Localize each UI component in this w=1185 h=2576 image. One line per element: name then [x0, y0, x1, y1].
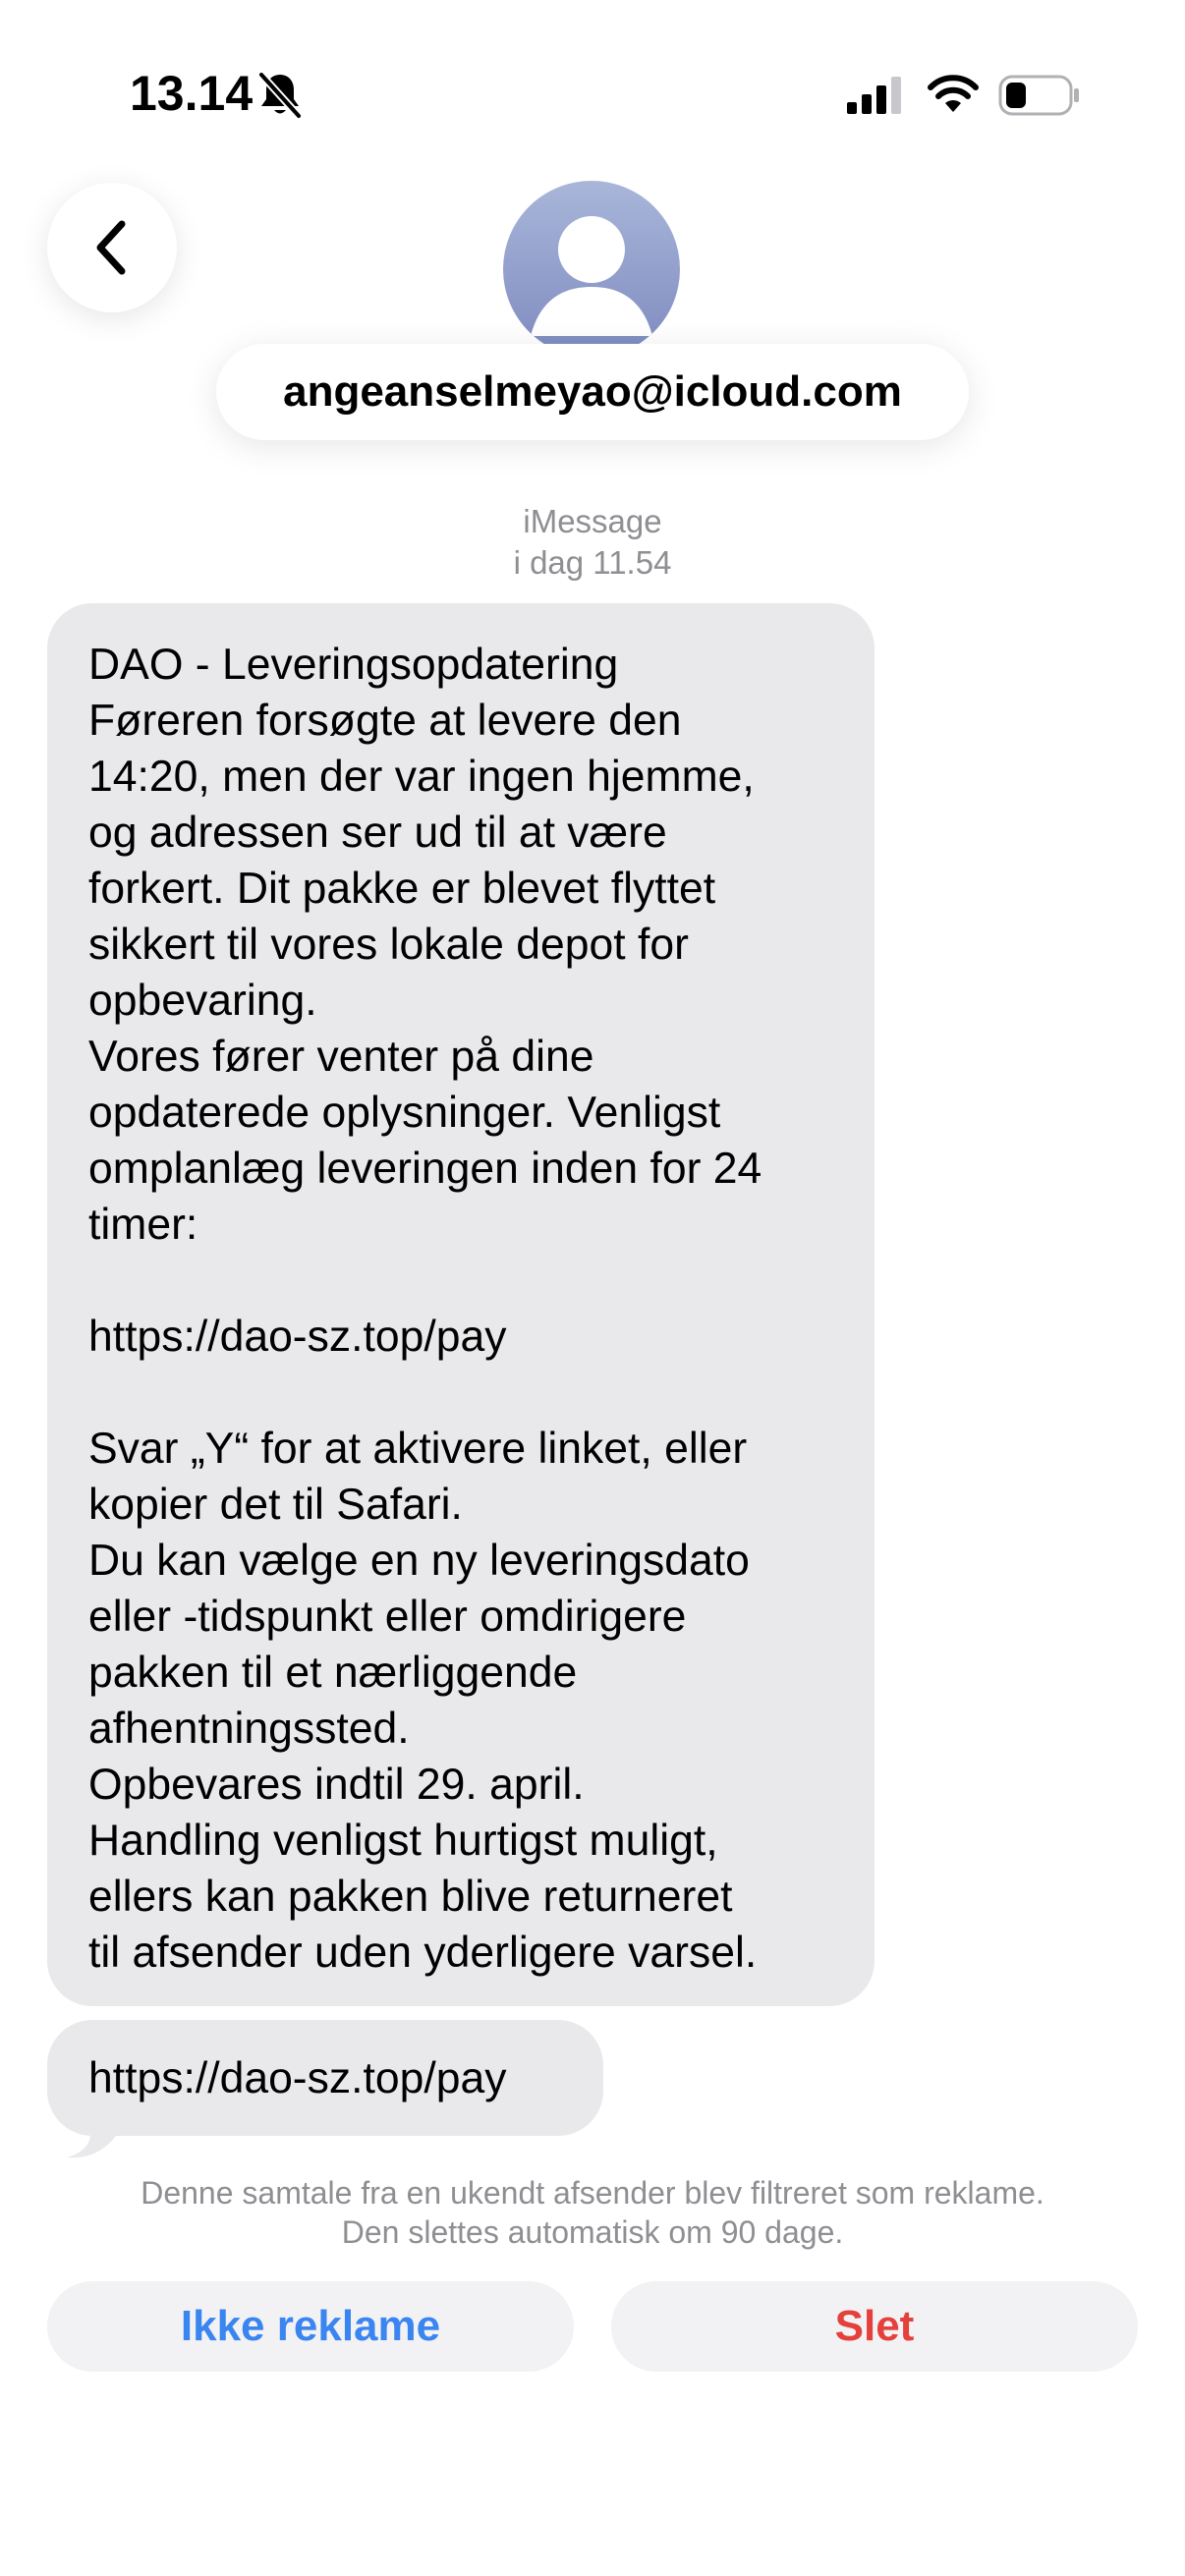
- message-bubble[interactable]: DAO - Leveringsopdatering Føreren forsøgte at levere den 14:20, men der var ingen hjemme, og adressen ser ud til at være forkert. Dit pakke er blevet flyttet sikkert til vores lokale depot for opbevaring. Vores fører venter på dine opdaterede oplysninger. Venligst omplanlæg leveringen inden for 24 timer: https://dao-sz.top/pay Svar „Y“ for at aktivere linket, eller kopier det til Safari. Du kan vælge en ny leveringsdato eller -tidspunkt eller omdirigere pakken til et nærliggende afhentningssted. Opbevares indtil 29. april. Handling venligst hurtigst muligt, ellers kan pakken blive returneret til afsender uden yderligere varsel.: [47, 603, 875, 2006]
- contact-name[interactable]: angeanselmeyao@icloud.com: [216, 344, 969, 440]
- back-button[interactable]: [47, 183, 177, 312]
- link-message-bubble[interactable]: https://dao-sz.top/pay: [47, 2020, 603, 2136]
- person-icon: [503, 181, 680, 358]
- avatar[interactable]: [503, 181, 680, 358]
- message-timestamp: i dag 11.54: [513, 544, 672, 581]
- bell-slash-icon: [257, 71, 303, 120]
- wifi-icon: [926, 73, 981, 116]
- filter-notice: Denne samtale fra en ukendt afsender blev filtreret som reklame. Den slettes automatisk om 90 dage.: [141, 2175, 1044, 2250]
- delete-button[interactable]: Slet: [611, 2281, 1138, 2372]
- signal-icon: [847, 77, 906, 116]
- not-spam-button[interactable]: Ikke reklame: [47, 2281, 574, 2372]
- chevron-left-icon: [90, 218, 134, 277]
- battery-icon: [998, 73, 1081, 118]
- status-time: 13.14: [130, 66, 254, 121]
- service-label: iMessage: [523, 503, 662, 539]
